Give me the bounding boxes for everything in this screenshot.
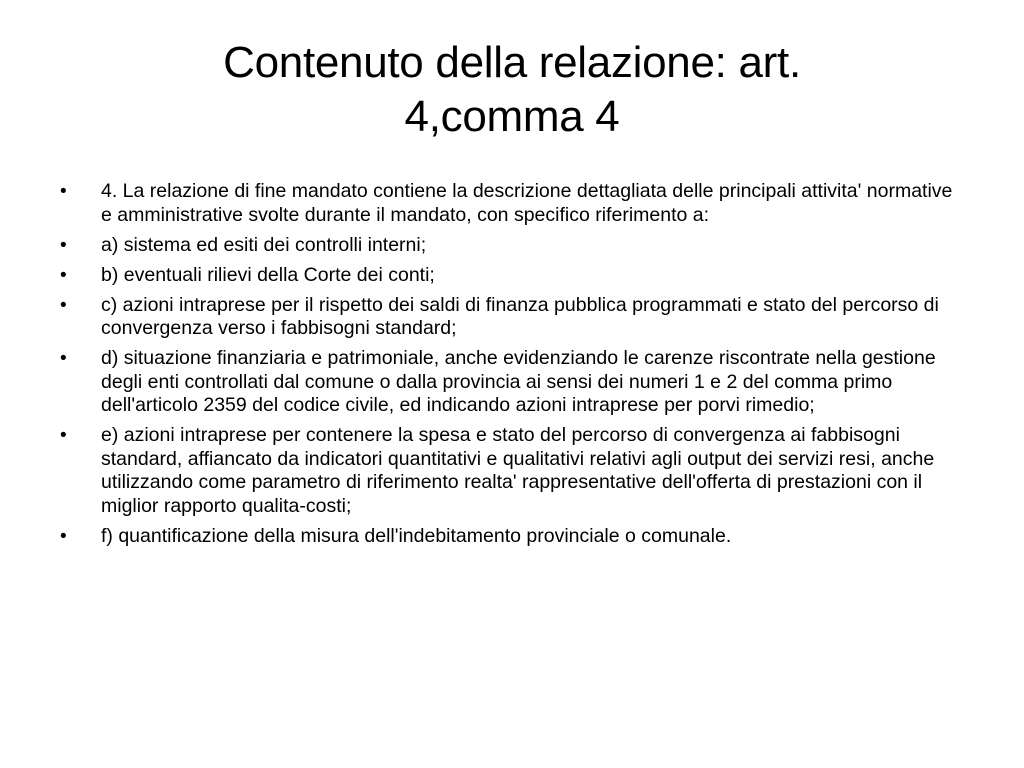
- bullet-item-c: [60, 294, 966, 341]
- slide-title: [60, 36, 964, 144]
- bullet-item-f: [60, 525, 966, 549]
- bullet-icon: •: [60, 264, 67, 286]
- slide-title-line-2: 4,comma 4: [404, 92, 620, 141]
- bullet-item-b: [60, 264, 966, 288]
- bullet-icon: •: [60, 425, 67, 446]
- bullet-text: a) sistema ed esiti dei controlli interni;: [101, 233, 427, 256]
- bullet-item-d: [60, 347, 966, 418]
- bullet-item-e: [60, 424, 966, 518]
- bullet-icon: •: [60, 294, 67, 316]
- bullet-text: d) situazione finanziaria e patrimoniale, anche evidenziando le carenze riscontrate nella gestione degli enti controllati dal comune o dalla provincia ai sensi dei numeri 1 e 2 del comma primo dell'articolo 2359 del codice civile, ed indicando azioni intraprese per porvi rimedio;: [101, 347, 936, 416]
- bullet-text: e) azioni intraprese per contenere la spesa e stato del percorso di convergenza ai fabbisogni standard, affiancato da indicatori quantitativi e qualitativi relativi agli output dei servizi resi, anche utilizzando come parametro di riferimento realta' rappresentative dell'offerta di prestazioni con il miglior rapporto qualita-costi;: [101, 424, 935, 517]
- bullet-item-a: [60, 234, 966, 258]
- bullet-text: c) azioni intraprese per il rispetto dei saldi di finanza pubblica programmati e stato del percorso di convergenza verso i fabbisogni standard;: [101, 293, 939, 339]
- bullet-icon: •: [60, 181, 67, 202]
- bullet-icon: •: [60, 234, 67, 256]
- bullet-icon: •: [60, 348, 67, 369]
- bullet-list: [60, 180, 966, 555]
- bullet-item-intro: [60, 180, 966, 227]
- bullet-text: 4. La relazione di fine mandato contiene la descrizione dettagliata delle principali attivita' normative e amministrative svolte durante il mandato, con specifico riferimento a:: [101, 180, 953, 226]
- bullet-text: b) eventuali rilievi della Corte dei conti;: [101, 263, 435, 286]
- bullet-icon: •: [60, 525, 67, 547]
- bullet-text: f) quantificazione della misura dell'indebitamento provinciale o comunale.: [101, 524, 732, 547]
- slide-title-line-1: Contenuto della relazione: art.: [223, 38, 801, 87]
